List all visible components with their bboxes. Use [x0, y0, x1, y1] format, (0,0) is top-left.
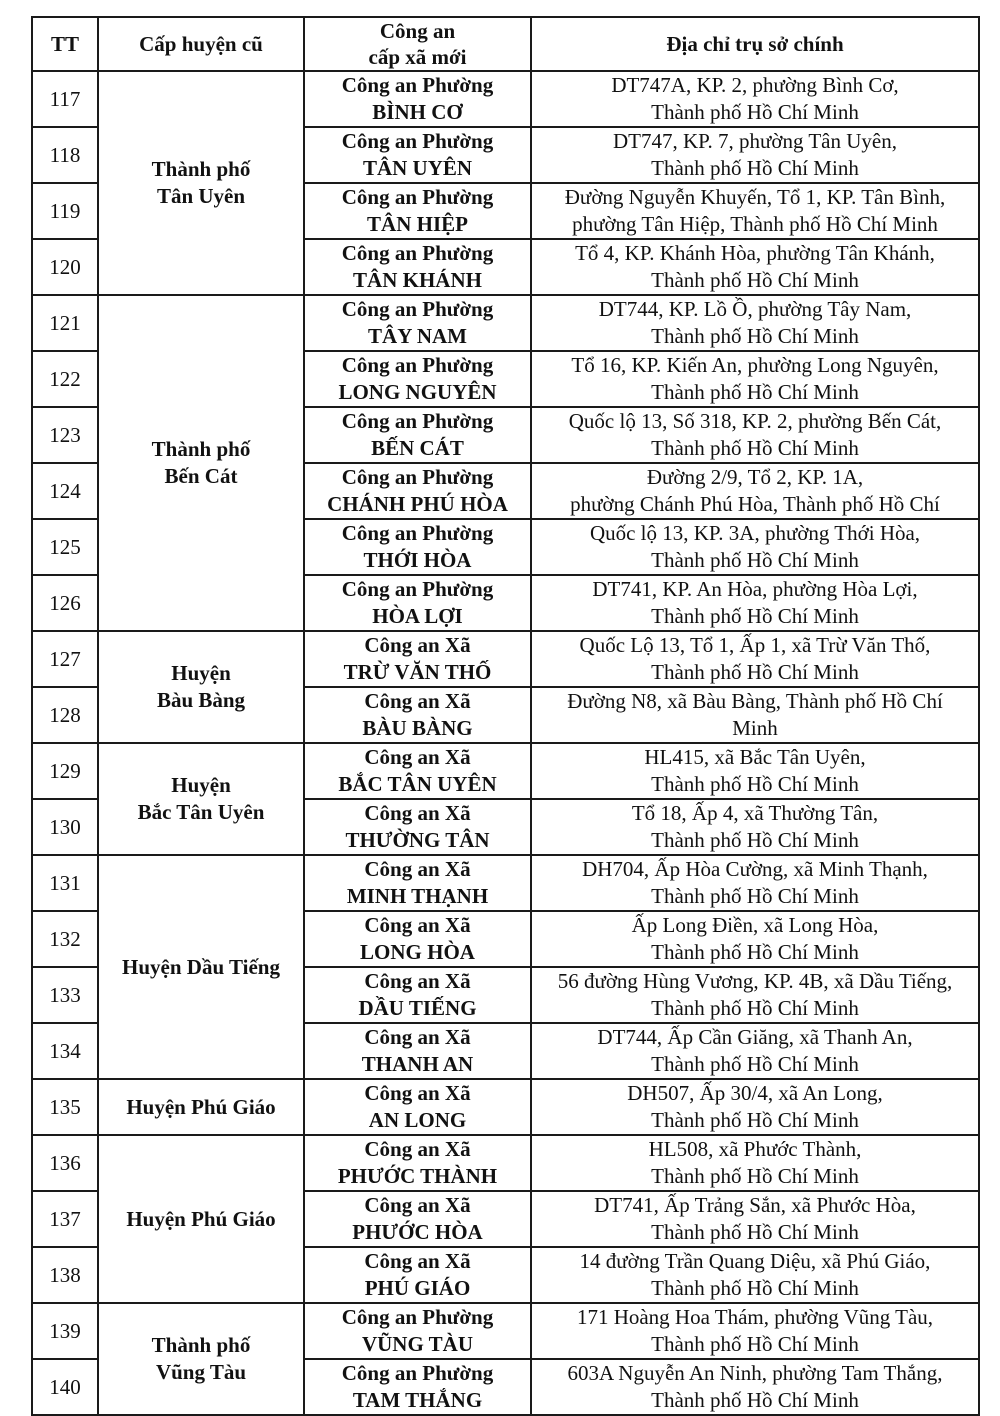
- row-number: 137: [32, 1191, 98, 1247]
- row-number: 135: [32, 1079, 98, 1135]
- old-district-cell: [98, 855, 304, 1079]
- address-line2: Thành phố Hồ Chí Minh: [651, 940, 859, 964]
- header-new-police: [304, 17, 531, 71]
- old-district-cell: [98, 1303, 304, 1415]
- address-line2: Thành phố Hồ Chí Minh: [651, 828, 859, 852]
- address-cell: [531, 1191, 979, 1247]
- row-number: 129: [32, 743, 98, 799]
- address-cell: [531, 407, 979, 463]
- address-cell: [531, 1303, 979, 1359]
- row-number: 138: [32, 1247, 98, 1303]
- address-line2: Thành phố Hồ Chí Minh: [651, 156, 859, 180]
- new-police-unit-cell: [304, 351, 531, 407]
- address-line1: Tổ 16, KP. Kiến An, phường Long Nguyên,: [571, 353, 939, 377]
- address-line1: 14 đường Trần Quang Diệu, xã Phú Giáo,: [579, 1249, 931, 1273]
- table-row: [32, 1135, 979, 1191]
- table-row: [32, 71, 979, 127]
- old-district-line1: Thành phố: [151, 437, 251, 461]
- address-line1: DH507, Ấp 30/4, xã An Long,: [627, 1081, 883, 1105]
- unit-type: Công an Xã: [364, 969, 471, 993]
- unit-type: Công an Phường: [341, 577, 494, 601]
- unit-type: Công an Xã: [364, 689, 471, 713]
- unit-name: PHƯỚC THÀNH: [337, 1164, 498, 1188]
- address-line1: Đường N8, xã Bàu Bàng, Thành phố Hồ Chí: [567, 689, 943, 713]
- row-number: 139: [32, 1303, 98, 1359]
- address-line2: Thành phố Hồ Chí Minh: [651, 1220, 859, 1244]
- unit-type: Công an Phường: [341, 73, 494, 97]
- row-number: 122: [32, 351, 98, 407]
- row-number: 132: [32, 911, 98, 967]
- new-police-unit-cell: [304, 127, 531, 183]
- address-line1: DT741, Ấp Trảng Sắn, xã Phước Hòa,: [594, 1193, 916, 1217]
- old-district-cell: [98, 743, 304, 855]
- unit-type: Công an Xã: [364, 633, 471, 657]
- row-number: 136: [32, 1135, 98, 1191]
- row-number: 123: [32, 407, 98, 463]
- new-police-unit-cell: [304, 1303, 531, 1359]
- new-police-unit-cell: [304, 631, 531, 687]
- new-police-unit-cell: [304, 183, 531, 239]
- address-line2: phường Chánh Phú Hòa, Thành phố Hồ Chí: [570, 492, 940, 516]
- row-number: 118: [32, 127, 98, 183]
- unit-name: THƯỜNG TÂN: [345, 828, 490, 852]
- new-police-unit-cell: [304, 799, 531, 855]
- row-number: 130: [32, 799, 98, 855]
- address-line2: Thành phố Hồ Chí Minh: [651, 604, 859, 628]
- unit-type: Công an Xã: [364, 745, 471, 769]
- address-cell: [531, 1135, 979, 1191]
- old-district-line1: Huyện Phú Giáo: [126, 1206, 276, 1231]
- unit-type: Công an Xã: [364, 1137, 471, 1161]
- old-district-cell: [98, 1079, 304, 1135]
- address-line2: Thành phố Hồ Chí Minh: [651, 100, 859, 124]
- address-line1: Ấp Long Điền, xã Long Hòa,: [631, 913, 879, 937]
- table-row: [32, 855, 979, 911]
- old-district-line1: Huyện Dầu Tiếng: [122, 954, 280, 979]
- old-district-line1: Thành phố: [151, 1333, 251, 1357]
- header-new-police-line1: Công an: [379, 19, 456, 43]
- row-number: 128: [32, 687, 98, 743]
- table-row: [32, 631, 979, 687]
- address-line1: Đường 2/9, Tổ 2, KP. 1A,: [646, 465, 864, 489]
- unit-name: PHƯỚC HÒA: [352, 1220, 483, 1244]
- row-number: 119: [32, 183, 98, 239]
- address-cell: [531, 1079, 979, 1135]
- header-old-district: Cấp huyện cũ: [98, 17, 304, 71]
- address-line2: Thành phố Hồ Chí Minh: [651, 1052, 859, 1076]
- unit-type: Công an Xã: [364, 1249, 471, 1273]
- address-cell: [531, 239, 979, 295]
- unit-type: Công an Phường: [341, 1361, 494, 1385]
- address-line1: DT744, KP. Lồ Ồ, phường Tây Nam,: [598, 297, 912, 321]
- old-district-line2: Bắc Tân Uyên: [137, 800, 265, 824]
- unit-name: TRỪ VĂN THỐ: [343, 660, 492, 684]
- police-stations-table: [31, 16, 980, 1416]
- address-cell: [531, 631, 979, 687]
- unit-type: Công an Phường: [341, 241, 494, 265]
- row-number: 127: [32, 631, 98, 687]
- unit-type: Công an Xã: [364, 857, 471, 881]
- address-line1: 171 Hoàng Hoa Thám, phường Vũng Tàu,: [576, 1305, 934, 1329]
- address-line1: 603A Nguyễn An Ninh, phường Tam Thắng,: [567, 1361, 943, 1385]
- row-number: 117: [32, 71, 98, 127]
- new-police-unit-cell: [304, 855, 531, 911]
- address-line2: Minh: [732, 716, 778, 740]
- unit-type: Công an Phường: [341, 521, 494, 545]
- address-cell: [531, 1023, 979, 1079]
- unit-name: TÂY NAM: [368, 324, 467, 348]
- table-row: [32, 1303, 979, 1359]
- address-line1: DH704, Ấp Hòa Cường, xã Minh Thạnh,: [582, 857, 928, 881]
- address-line1: Tổ 18, Ấp 4, xã Thường Tân,: [631, 801, 879, 825]
- old-district-line1: Thành phố: [151, 157, 251, 181]
- new-police-unit-cell: [304, 1079, 531, 1135]
- unit-name: BÀU BÀNG: [362, 716, 473, 740]
- address-line1: Quốc lộ 13, Số 318, KP. 2, phường Bến Cát,: [568, 409, 942, 433]
- unit-type: Công an Xã: [364, 801, 471, 825]
- new-police-unit-cell: [304, 967, 531, 1023]
- new-police-unit-cell: [304, 1359, 531, 1415]
- address-cell: [531, 183, 979, 239]
- address-line2: Thành phố Hồ Chí Minh: [651, 996, 859, 1020]
- unit-name: AN LONG: [368, 1108, 467, 1132]
- old-district-line2: Tân Uyên: [156, 184, 246, 208]
- header-new-police-line2: cấp xã mới: [368, 45, 467, 69]
- new-police-unit-cell: [304, 911, 531, 967]
- address-line2: Thành phố Hồ Chí Minh: [651, 884, 859, 908]
- unit-name: HÒA LỢI: [372, 604, 463, 628]
- unit-type: Công an Phường: [341, 1305, 494, 1329]
- unit-name: TAM THẮNG: [352, 1388, 483, 1412]
- address-line1: Quốc Lộ 13, Tổ 1, Ấp 1, xã Trừ Văn Thố,: [579, 633, 931, 657]
- address-line2: Thành phố Hồ Chí Minh: [651, 772, 859, 796]
- address-line1: DT741, KP. An Hòa, phường Hòa Lợi,: [592, 577, 918, 601]
- new-police-unit-cell: [304, 295, 531, 351]
- new-police-unit-cell: [304, 687, 531, 743]
- address-cell: [531, 127, 979, 183]
- new-police-unit-cell: [304, 463, 531, 519]
- new-police-unit-cell: [304, 1191, 531, 1247]
- unit-name: TÂN KHÁNH: [353, 268, 482, 292]
- unit-name: DẦU TIẾNG: [358, 996, 477, 1020]
- address-line2: Thành phố Hồ Chí Minh: [651, 324, 859, 348]
- old-district-line1: Huyện: [171, 661, 231, 685]
- address-line2: Thành phố Hồ Chí Minh: [651, 1108, 859, 1132]
- old-district-line1: Huyện Phú Giáo: [126, 1094, 276, 1119]
- address-cell: [531, 463, 979, 519]
- new-police-unit-cell: [304, 1247, 531, 1303]
- unit-type: Công an Phường: [341, 185, 494, 209]
- table-body: [32, 71, 979, 1415]
- row-number: 140: [32, 1359, 98, 1415]
- address-line1: DT747, KP. 7, phường Tân Uyên,: [612, 129, 897, 153]
- unit-type: Công an Phường: [341, 409, 494, 433]
- header-address: Địa chỉ trụ sở chính: [531, 17, 979, 71]
- unit-name: LONG NGUYÊN: [338, 380, 497, 404]
- old-district-cell: [98, 71, 304, 295]
- unit-name: LONG HÒA: [360, 940, 475, 964]
- row-number: 134: [32, 1023, 98, 1079]
- old-district-line2: Vũng Tàu: [155, 1360, 247, 1384]
- new-police-unit-cell: [304, 1135, 531, 1191]
- address-cell: [531, 911, 979, 967]
- address-line2: Thành phố Hồ Chí Minh: [651, 548, 859, 572]
- header-tt: TT: [32, 17, 98, 71]
- address-cell: [531, 71, 979, 127]
- row-number: 120: [32, 239, 98, 295]
- table-row: [32, 1079, 979, 1135]
- address-line2: phường Tân Hiệp, Thành phố Hồ Chí Minh: [572, 212, 938, 236]
- address-cell: [531, 519, 979, 575]
- address-line1: Đường Nguyễn Khuyến, Tổ 1, KP. Tân Bình,: [564, 185, 946, 209]
- row-number: 131: [32, 855, 98, 911]
- row-number: 124: [32, 463, 98, 519]
- address-line1: DT744, Ấp Cần Giăng, xã Thanh An,: [597, 1025, 913, 1049]
- unit-name: PHÚ GIÁO: [364, 1276, 471, 1300]
- address-cell: [531, 855, 979, 911]
- address-line1: HL415, xã Bắc Tân Uyên,: [644, 745, 866, 769]
- address-line2: Thành phố Hồ Chí Minh: [651, 268, 859, 292]
- new-police-unit-cell: [304, 239, 531, 295]
- unit-type: Công an Xã: [364, 913, 471, 937]
- unit-name: BÌNH CƠ: [372, 100, 463, 124]
- old-district-line2: Bàu Bàng: [156, 688, 246, 712]
- row-number: 133: [32, 967, 98, 1023]
- address-line2: Thành phố Hồ Chí Minh: [651, 1332, 859, 1356]
- address-line1: 56 đường Hùng Vương, KP. 4B, xã Dầu Tiếng,: [557, 969, 953, 993]
- address-cell: [531, 799, 979, 855]
- unit-type: Công an Xã: [364, 1025, 471, 1049]
- new-police-unit-cell: [304, 407, 531, 463]
- new-police-unit-cell: [304, 519, 531, 575]
- old-district-line2: Bến Cát: [164, 464, 238, 488]
- old-district-cell: [98, 1135, 304, 1303]
- address-line2: Thành phố Hồ Chí Minh: [651, 1388, 859, 1412]
- old-district-cell: [98, 631, 304, 743]
- address-line2: Thành phố Hồ Chí Minh: [651, 436, 859, 460]
- unit-type: Công an Phường: [341, 353, 494, 377]
- address-cell: [531, 295, 979, 351]
- unit-name: THỚI HÒA: [363, 548, 472, 572]
- row-number: 121: [32, 295, 98, 351]
- address-line1: Quốc lộ 13, KP. 3A, phường Thới Hòa,: [589, 521, 921, 545]
- address-cell: [531, 575, 979, 631]
- unit-name: BẾN CÁT: [371, 436, 464, 460]
- new-police-unit-cell: [304, 575, 531, 631]
- unit-name: TÂN UYÊN: [362, 156, 473, 180]
- unit-name: TÂN HIỆP: [367, 212, 468, 236]
- new-police-unit-cell: [304, 71, 531, 127]
- row-number: 125: [32, 519, 98, 575]
- address-line2: Thành phố Hồ Chí Minh: [651, 1164, 859, 1188]
- unit-type: Công an Xã: [364, 1081, 471, 1105]
- address-line1: Tổ 4, KP. Khánh Hòa, phường Tân Khánh,: [575, 241, 935, 265]
- unit-type: Công an Xã: [364, 1193, 471, 1217]
- new-police-unit-cell: [304, 1023, 531, 1079]
- unit-name: BẮC TÂN UYÊN: [338, 772, 497, 796]
- address-line1: HL508, xã Phước Thành,: [648, 1137, 862, 1161]
- table-row: [32, 743, 979, 799]
- address-cell: [531, 351, 979, 407]
- unit-type: Công an Phường: [341, 297, 494, 321]
- new-police-unit-cell: [304, 743, 531, 799]
- unit-type: Công an Phường: [341, 465, 494, 489]
- address-cell: [531, 1247, 979, 1303]
- address-line2: Thành phố Hồ Chí Minh: [651, 1276, 859, 1300]
- address-cell: [531, 743, 979, 799]
- unit-name: CHÁNH PHÚ HÒA: [327, 492, 508, 516]
- address-line1: DT747A, KP. 2, phường Bình Cơ,: [611, 73, 899, 97]
- address-cell: [531, 1359, 979, 1415]
- address-cell: [531, 687, 979, 743]
- row-number: 126: [32, 575, 98, 631]
- unit-type: Công an Phường: [341, 129, 494, 153]
- address-line2: Thành phố Hồ Chí Minh: [651, 380, 859, 404]
- unit-name: VŨNG TÀU: [361, 1332, 474, 1356]
- old-district-cell: [98, 295, 304, 631]
- table-row: [32, 295, 979, 351]
- address-line2: Thành phố Hồ Chí Minh: [651, 660, 859, 684]
- address-cell: [531, 967, 979, 1023]
- unit-name: THANH AN: [361, 1052, 474, 1076]
- header-row: [32, 17, 979, 71]
- unit-name: MINH THẠNH: [346, 884, 489, 908]
- old-district-line1: Huyện: [171, 773, 231, 797]
